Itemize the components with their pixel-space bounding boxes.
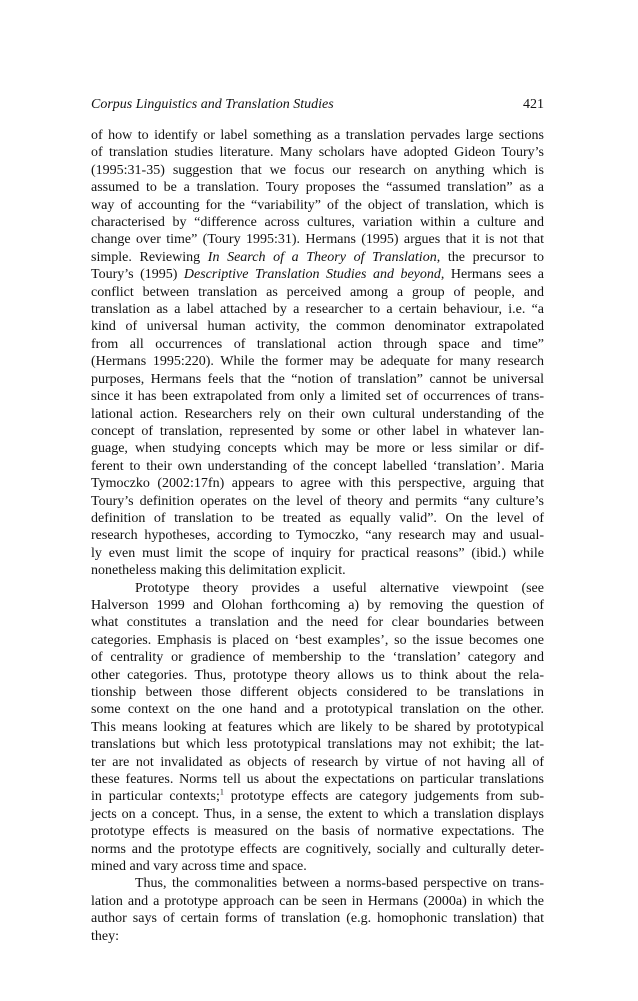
italic-title: Descriptive Translation Studies and beyond bbox=[183, 267, 441, 283]
text-line: This means looking at features which are likely to be shared by prototypical bbox=[91, 719, 544, 735]
text-line: translation as a label attached by a researcher to a certain behaviour, i.e. “a bbox=[91, 302, 544, 318]
text-line: mined and vary across time and space. bbox=[91, 859, 307, 875]
page-header bbox=[91, 97, 544, 117]
text-line: kind of universal human activity, the common denominator extrapolated bbox=[91, 319, 544, 335]
text-line: lational action. Researchers rely on their own cultural understanding of the bbox=[91, 406, 544, 422]
text-line: tionship between those different objects considered to be translations in bbox=[91, 685, 544, 700]
text-line: Toury’s definition operates on the level of theory and permits “any culture’s bbox=[91, 493, 544, 509]
text-line: these features. Norms tell us about the expectations on particular translations bbox=[91, 772, 544, 788]
text-line: (Hermans 1995:220). While the former may be adequate for many research bbox=[91, 354, 544, 370]
paragraph bbox=[91, 127, 544, 580]
text-line: in particular contexts;$^1$ prototype effects are category judgements from sub- bbox=[91, 787, 545, 805]
text-line: simple. Reviewing In Search of a Theory of Translation, the precursor to bbox=[91, 249, 544, 265]
text-line: they: bbox=[91, 928, 119, 944]
text-line: ly even must limit the scope of inquiry for practical reasons” (ibid.) while bbox=[91, 545, 544, 561]
text-line: categories. Emphasis is placed on ‘best examples’, so the issue becomes one bbox=[91, 632, 544, 648]
text-line: Thus, the commonalities between a norms-based perspective on trans- bbox=[135, 876, 544, 892]
text-line: Prototype theory provides a useful alternative viewpoint (see bbox=[135, 580, 544, 596]
text-line: norms and the prototype effects are cognitively, socially and culturally deter- bbox=[91, 841, 544, 857]
paragraph bbox=[91, 875, 544, 945]
text-line: ter are not invalidated as objects of research by virtue of not having all of bbox=[91, 754, 544, 770]
text-line: translations but which less prototypical translations may not exhibit; the lat- bbox=[91, 737, 544, 753]
text-line: conflict between translation as perceived among a group of people, and bbox=[91, 284, 544, 300]
body-text bbox=[91, 127, 544, 945]
text-line: from all occurrences of translational action through space and time” bbox=[91, 336, 544, 352]
text-line: definition of translation to be treated as equally valid”. On the level of bbox=[91, 510, 544, 526]
text-line: nonetheless making this delimitation explicit. bbox=[91, 563, 346, 579]
text-line: of translation studies literature. Many scholars have adopted Gideon Toury’s bbox=[91, 145, 544, 161]
text-line: Tymoczko (2002:17fn) appears to agree with this perspective, arguing that bbox=[91, 476, 544, 492]
page-number: 421 bbox=[523, 97, 544, 112]
text-line: what constitutes a translation and the need for clear boundaries between bbox=[91, 615, 544, 631]
paragraph bbox=[91, 580, 544, 876]
text-line: research hypotheses, according to Tymoczko, “any research may and usual- bbox=[91, 528, 544, 544]
italic-title: In Search of a Theory of Translation bbox=[207, 249, 437, 265]
text-line: ferent to their own understanding of the concept labelled ‘translation’. Maria bbox=[91, 458, 544, 474]
text-line: lation and a prototype approach can be seen in Hermans (2000a) in which the bbox=[91, 893, 544, 909]
text-line: guage, when studying concepts which may be more or less similar or dif- bbox=[91, 441, 544, 457]
text-line: of how to identify or label something as a translation pervades large sections bbox=[91, 128, 544, 143]
text-line: other categories. Thus, prototype theory allows us to think about the rela- bbox=[91, 667, 544, 683]
text-line: prototype effects is measured on the basis of normative expectations. The bbox=[91, 824, 544, 840]
text-line: purposes, Hermans feels that the “notion of translation” cannot be universal bbox=[91, 371, 544, 387]
running-title: Corpus Linguistics and Translation Studies bbox=[91, 97, 334, 112]
text-line: concept of translation, represented by some or other label in whatever lan- bbox=[91, 423, 544, 439]
footnote-marker: 1 bbox=[219, 787, 224, 797]
text-line: Toury’s (1995) Descriptive Translation Studies and beyond, Hermans sees a bbox=[91, 267, 544, 283]
text-line: author says of certain forms of translation (e.g. homophonic translation) that bbox=[91, 911, 544, 927]
book-page bbox=[91, 97, 544, 945]
text-line: of centrality or gradience of membership to the ‘translation’ category and bbox=[91, 650, 544, 666]
text-line: characterised by “difference across cultures, variation within a culture and bbox=[91, 215, 544, 231]
text-line: jects on a concept. Thus, in a sense, the extent to which a translation displays bbox=[91, 806, 544, 822]
text-line: assumed to be a translation. Toury proposes the “assumed translation” as a bbox=[91, 180, 544, 196]
text-line: some context on the one hand and a prototypical translation on the other. bbox=[91, 702, 544, 718]
text-line: since it has been extrapolated from only a limited set of occurrences of trans- bbox=[91, 389, 544, 405]
text-line: (1995:31-35) suggestion that we focus our research on anything which is bbox=[91, 162, 544, 178]
text-line: change over time” (Toury 1995:31). Hermans (1995) argues that it is not that bbox=[91, 232, 544, 248]
text-line: way of accounting for the “variability” of the object of translation, which is bbox=[91, 197, 544, 213]
text-line: Halverson 1999 and Olohan forthcoming a) by removing the question of bbox=[91, 597, 544, 613]
